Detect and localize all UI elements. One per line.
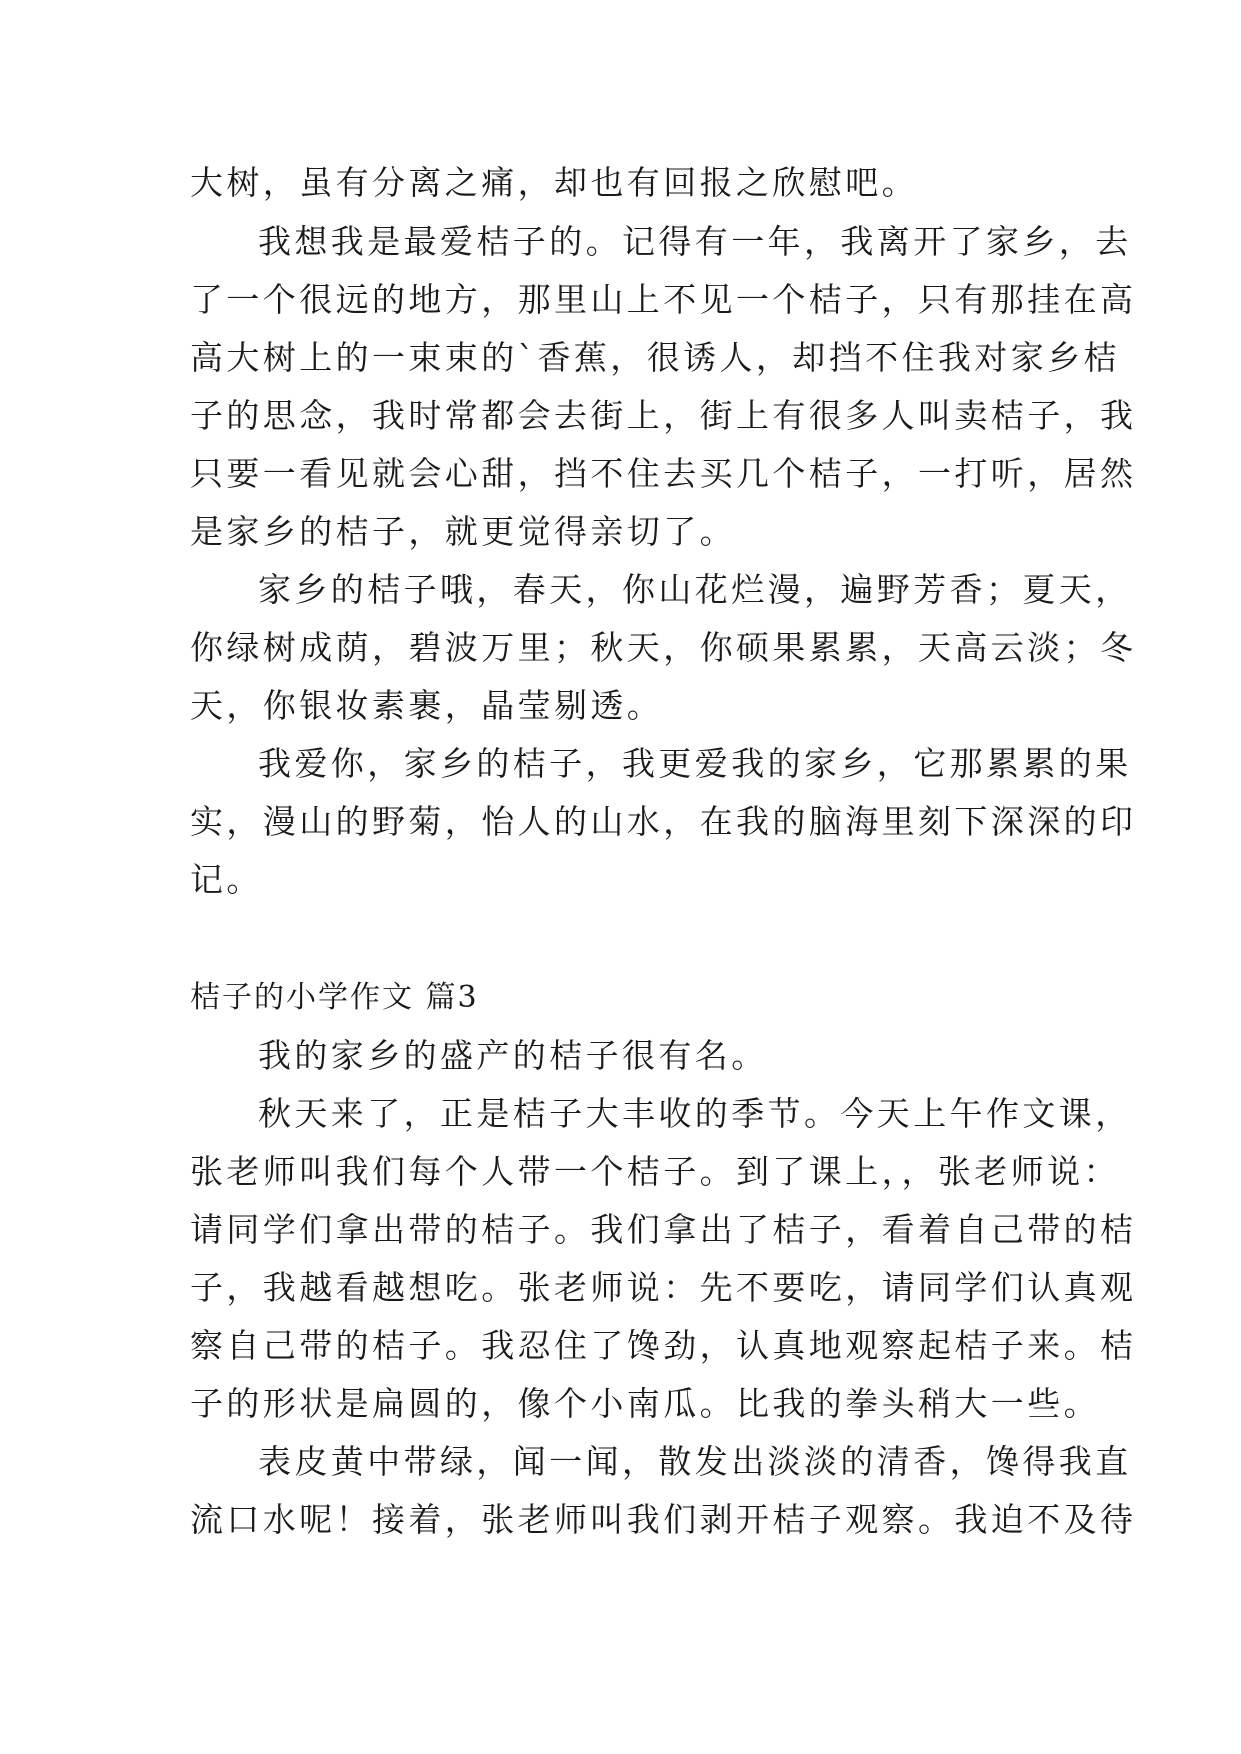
text-line: 大树，虽有分离之痛，却也有回报之欣慰吧。 — [190, 163, 918, 202]
paragraph-start-line: 我爱你，家乡的桔子，我更爱我的家乡，它那累累的果 — [258, 744, 1132, 783]
text-line: 子的思念，我时常都会去街上，街上有很多人叫卖桔子，我 — [190, 396, 1137, 435]
paragraph-start-line: 家乡的桔子哦，春天，你山花烂漫，遍野芳香；夏天， — [258, 570, 1132, 609]
text-line: 了一个很远的地方，那里山上不见一个桔子，只有那挂在高 — [190, 280, 1137, 319]
text-line: 天，你银妆素裹，晶莹剔透。 — [190, 686, 664, 725]
text-line: 子，我越看越想吃。张老师说：先不要吃，请同学们认真观 — [190, 1268, 1137, 1307]
paragraph-start-line: 秋天来了，正是桔子大丰收的季节。今天上午作文课， — [258, 1094, 1132, 1133]
paragraph-start-line: 我的家乡的盛产的桔子很有名。 — [258, 1036, 768, 1075]
text-line: 你绿树成荫，碧波万里；秋天，你硕果累累，天高云淡；冬 — [190, 628, 1137, 667]
text-line: 张老师叫我们每个人带一个桔子。到了课上，，张老师说： — [190, 1152, 1120, 1191]
text-line: 流口水呢！接着，张老师叫我们剥开桔子观察。我迫不及待 — [190, 1500, 1137, 1539]
text-line: 记。 — [190, 860, 263, 899]
text-line: 高大树上的一束束的`香蕉，很诱人，却挡不住我对家乡桔 — [190, 338, 1120, 377]
text-line: 察自己带的桔子。我忍住了馋劲，认真地观察起桔子来。桔 — [190, 1326, 1137, 1365]
text-line: 只要一看见就会心甜，挡不住去买几个桔子，一打听，居然 — [190, 454, 1137, 493]
paragraph-start-line: 表皮黄中带绿，闻一闻，散发出淡淡的清香，馋得我直 — [258, 1442, 1132, 1481]
text-line: 请同学们拿出带的桔子。我们拿出了桔子，看着自己带的桔 — [190, 1210, 1137, 1249]
text-line: 是家乡的桔子，就更觉得亲切了。 — [190, 512, 736, 551]
text-line: 实，漫山的野菊，怡人的山水，在我的脑海里刻下深深的印 — [190, 802, 1137, 841]
section-heading: 桔子的小学作文 篇3 — [190, 980, 479, 1015]
paragraph-start-line: 我想我是最爱桔子的。记得有一年，我离开了家乡，去 — [258, 222, 1132, 261]
text-line: 子的形状是扁圆的，像个小南瓜。比我的拳头稍大一些。 — [190, 1384, 1100, 1423]
